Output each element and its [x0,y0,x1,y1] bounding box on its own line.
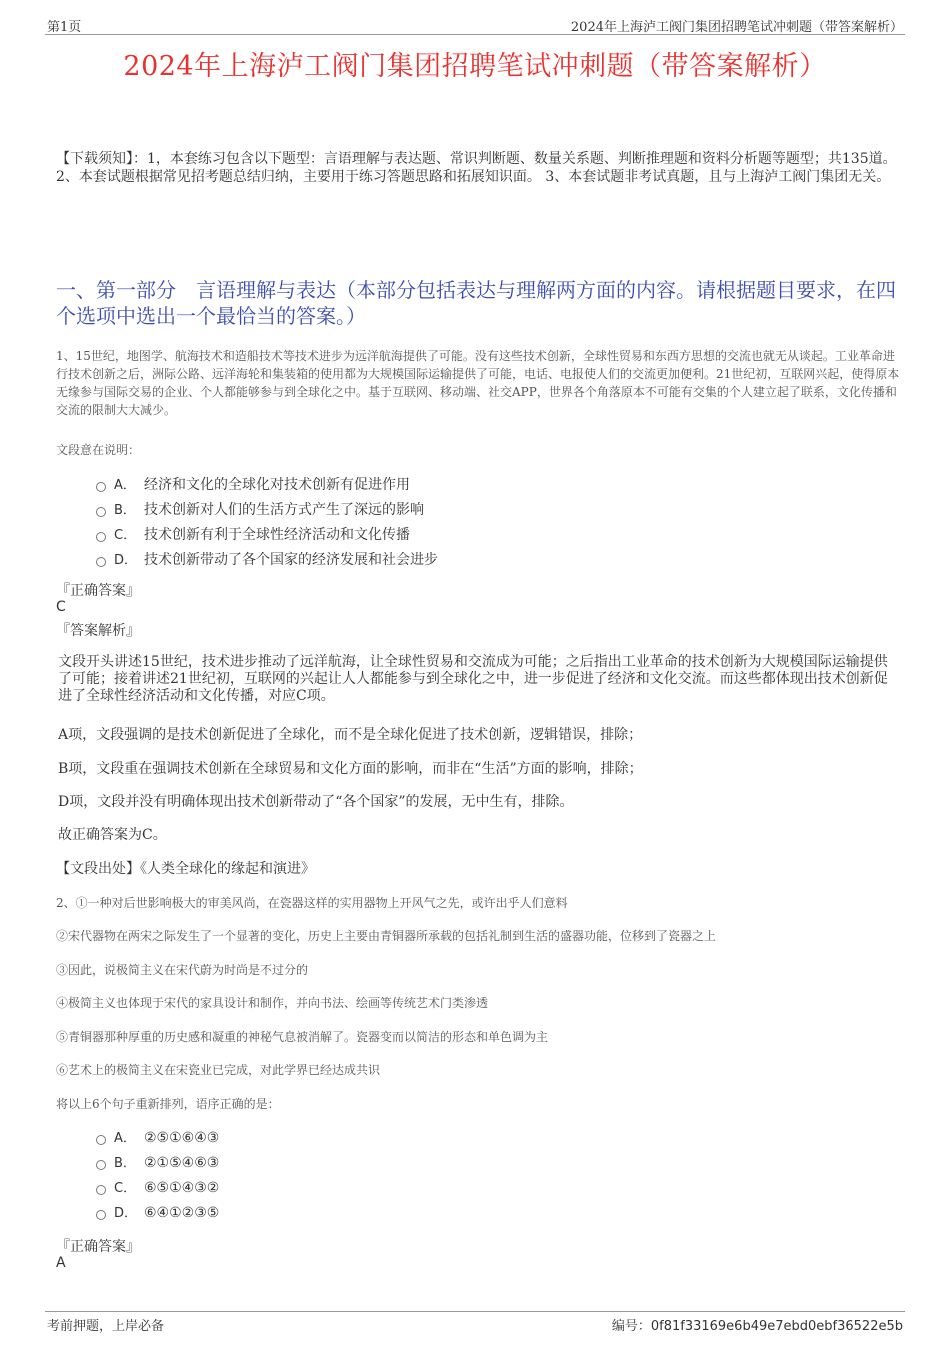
download-notice: 【下载须知】：1，本套练习包含以下题型：言语理解与表达题、常识判断题、数量关系题、判断推理题和资料分析题等题型；共135道。 2、本套试题根据常见招考题总结归纳，主要用于练习答题思路和拓展知识面。 3、本套试题非考试真题，且与上海泸工阀门集团无关。 [56,151,897,185]
q2-option-d[interactable]: D． ⑥④①②③⑤ [96,1201,796,1226]
radio-icon[interactable] [96,482,106,492]
q2-answer-label: 『正确答案』 [56,1239,140,1255]
q1-option-b[interactable]: B． 技术创新对人们的生活方式产生了深远的影响 [96,498,796,523]
page-header [45,16,905,35]
footer-code-group [612,1315,903,1334]
radio-icon[interactable] [96,1135,106,1145]
q1-note-a: A项，文段强调的是技术创新促进了全球化，而不是全球化促进了技术创新，逻辑错误，排除； [58,727,643,743]
radio-icon[interactable] [96,507,106,517]
q2-option-c[interactable]: C． ⑥⑤①④③② [96,1176,796,1201]
q2-sentence-5: ⑤青铜器那种厚重的历史感和凝重的神秘气息被消解了。瓷器变而以简洁的形态和单色调为主 [56,1030,549,1044]
header-doc-title: 2024年上海泸工阀门集团招聘笔试冲刺题（带答案解析） [570,20,903,35]
q1-note-d: D项，文段并没有明确体现出技术创新带动了“各个国家”的发展，无中生有，排除。 [58,794,574,810]
radio-icon[interactable] [96,557,106,567]
footer-slogan: 考前押题，上岸必备 [47,1319,165,1334]
q1-options [96,473,796,573]
q1-analysis: 文段开头讲述15世纪，技术进步推动了远洋航海，让全球性贸易和交流成为可能；之后指出工业革命的技术创新为大规模国际运输提供了可能；接着讲述21世纪初，互联网的兴起让人人都能参与到全球化之中，进一步促进了经济和文化交流。而这些都体现出技术创新促进了全球性经济活动和文化传播，对应C项。 [58,654,888,704]
footer-code: 0f81f33169e6b49e7ebd0ebf36522e5b [650,1319,903,1334]
q2-sentence-6: ⑥艺术上的极简主义在宋瓷业已完成，对此学界已经达成共识 [56,1063,381,1077]
q1-passage: 1、15世纪，地图学、航海技术和造船技术等技术进步为远洋航海提供了可能。没有这些技术创新，全球性贸易和东西方思想的交流也就无从谈起。工业革命进行技术创新之后，洲际公路、远洋海轮和集装箱的使用都为大规模国际运输提供了可能，电话、电报使人们的交流更加便利。21世纪初，互联网兴起，使得原本无缘参与国际交易的企业、个人都能够参与到全球化之中。基于互联网、移动端、社交APP，世界各个角落原本不可能有交集的个人建立起了联系，文化传播和交流的限制大大减少。 [56,349,900,417]
q1-answer-label: 『正确答案』 [56,583,140,599]
q1-note-b: B项，文段重在强调技术创新在全球贸易和文化方面的影响，而非在“生活”方面的影响，排除； [58,761,643,777]
q1-conclusion: 故正确答案为C。 [58,827,167,843]
radio-icon[interactable] [96,1210,106,1220]
q2-option-a[interactable]: A． ②⑤①⑥④③ [96,1126,796,1151]
q1-option-a[interactable]: A． 经济和文化的全球化对技术创新有促进作用 [96,473,796,498]
document-title: 2024年上海泸工阀门集团招聘笔试冲刺题（带答案解析） [123,51,827,82]
q1-source: 【文段出处】《人类全球化的缘起和演进》 [56,861,315,877]
q2-sentence-1: 2、①一种对后世影响极大的审美风尚，在瓷器这样的实用器物上开风气之先，或许出乎人们意料 [56,896,568,910]
footer-code-label: 编号： [611,1319,651,1334]
radio-icon[interactable] [96,532,106,542]
radio-icon[interactable] [96,1160,106,1170]
q1-prompt: 文段意在说明： [56,443,141,457]
q2-prompt: 将以上6个句子重新排列，语序正确的是： [56,1097,280,1111]
q2-sentence-3: ③因此，说极简主义在宋代蔚为时尚是不过分的 [56,963,309,977]
q2-answer: A [56,1255,66,1271]
radio-icon[interactable] [96,1185,106,1195]
q1-analysis-label: 『答案解析』 [56,623,140,639]
q1-answer: C [56,599,66,615]
q2-sentence-4: ④极简主义也体现于宋代的家具设计和制作，并向书法、绘画等传统艺术门类渗透 [56,996,489,1010]
q1-option-c[interactable]: C． 技术创新有利于全球性经济活动和文化传播 [96,523,796,548]
page-number: 第1页 [47,20,82,35]
page-footer [45,1311,905,1332]
section-heading: 一、第一部分 言语理解与表达（本部分包括表达与理解两方面的内容。请根据题目要求，在四个选项中选出一个最恰当的答案。） [56,278,896,328]
q2-sentence-2: ②宋代器物在两宋之际发生了一个显著的变化，历史上主要由青铜器所承载的包括礼制到生活的盛器功能，位移到了瓷器之上 [56,929,717,943]
q1-option-d[interactable]: D． 技术创新带动了各个国家的经济发展和社会进步 [96,548,796,573]
q2-option-b[interactable]: B． ②①⑤④⑥③ [96,1151,796,1176]
q2-options [96,1126,796,1226]
